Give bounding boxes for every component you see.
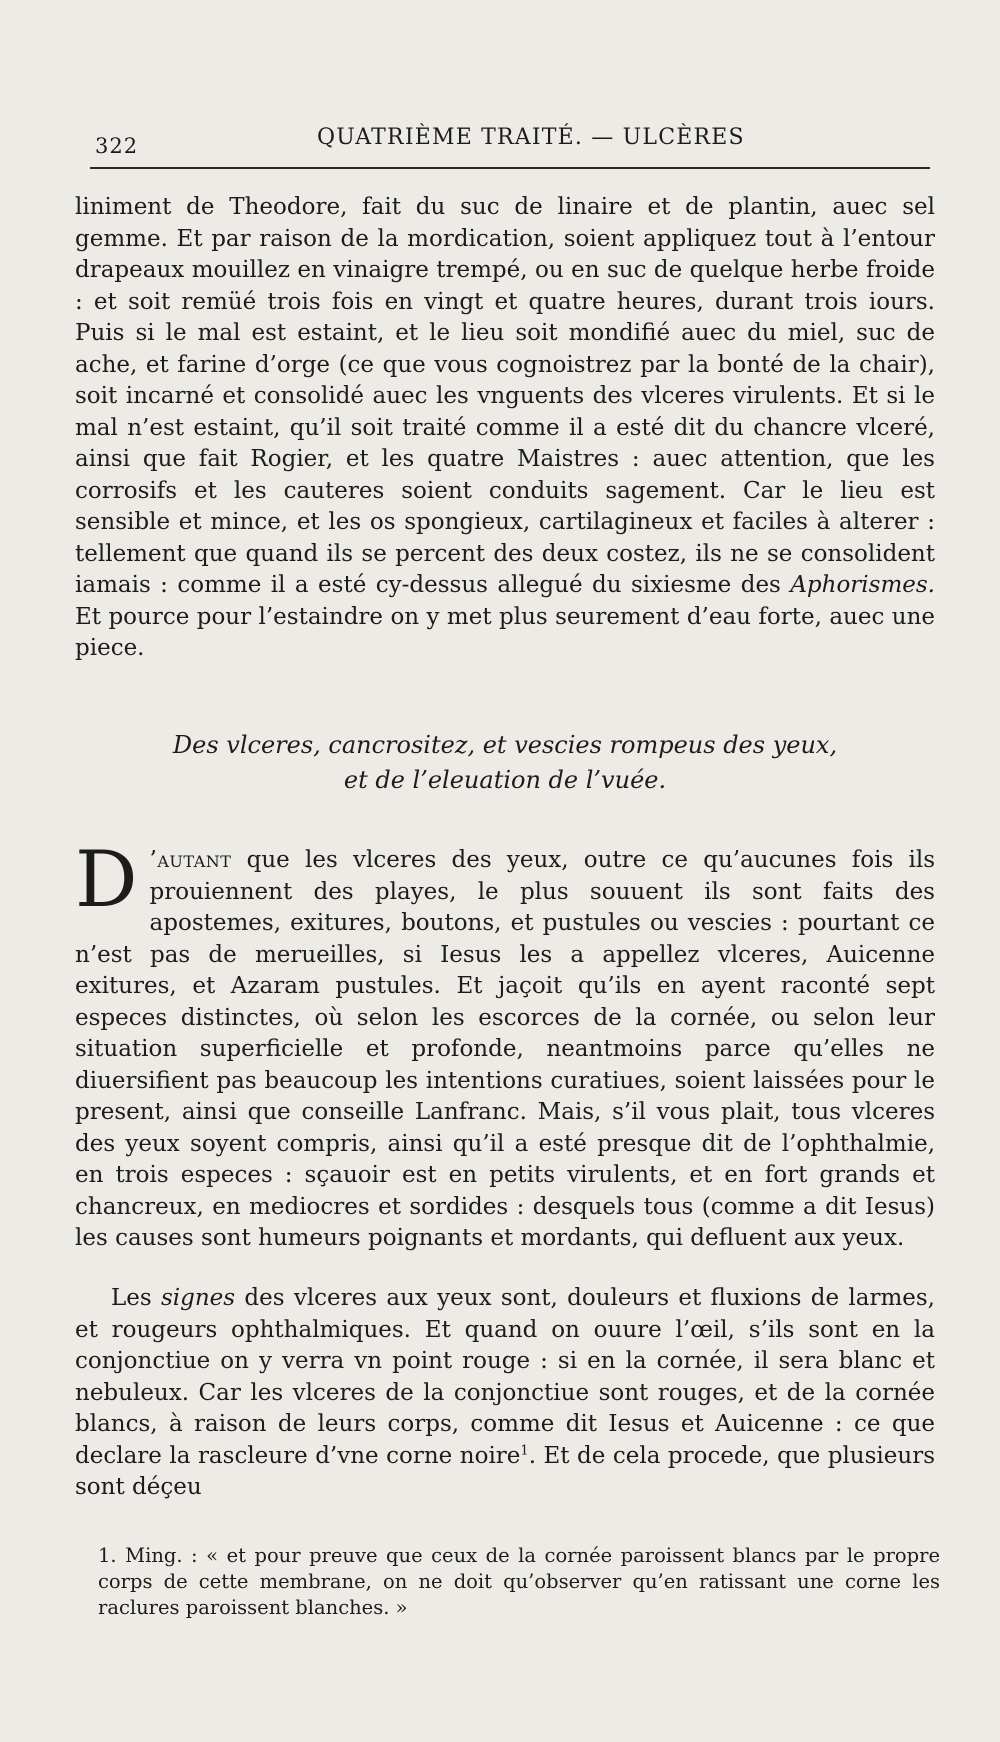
opening-smallcaps: ’autant [149, 847, 232, 873]
footnote-text: 1. Ming. : « et pour preuve que ceux de la cornée paroissent blancs par le propre corps de cette membrane, on ne doit qu’observer qu’en ratissant une corne les raclures paroissent blanches. » [98, 1544, 940, 1619]
paragraph-1-text-b: Et pource pour l’estaindre on y met plus seurement d’eau forte, auec une piece. [75, 603, 935, 661]
section-title [75, 728, 935, 798]
signes-italic: signes [160, 1285, 236, 1311]
page-number: 322 [95, 134, 139, 158]
running-title: QUATRIÈME TRAITÉ. — ULCÈRES [317, 125, 745, 150]
footnote-reference[interactable]: 1 [520, 1442, 529, 1458]
paragraph-3-text-c: . Et de cela procede, que plusieurs sont déçeu [75, 1442, 936, 1500]
paragraph-3-text-b: des vlceres aux yeux sont, douleurs et fluxions de larmes, et rougeurs ophthalmiques. Et quand on ouure l’œil, s’ils sont en la conjonctiue on y verra vn point rouge : si en la cornée, il sera blanc et nebuleux. Car les vlceres de la conjonctiue sont rouges, et de la cornée blancs, à raison de leurs corps, comme dit Iesus et Auicenne : ce que declare la rascleure d’vne corne noire [75, 1285, 935, 1469]
page-header [95, 122, 930, 162]
paragraph-1 [75, 192, 935, 665]
paragraph-3-text-a: Les [111, 1285, 161, 1311]
paragraph-3 [75, 1283, 935, 1504]
drop-cap: D [75, 835, 138, 925]
paragraph-2-text: que les vlceres des yeux, outre ce qu’aucunes fois ils prouiennent des playes, le plus souuent ils sont faits des apostemes, exitures, boutons, et pustules ou vescies : pourtant ce n’est pas de merueilles, si Iesus les a appellez vlceres, Auicenne exitures, et Azaram pustules. Et jaçoit qu’ils en ayent raconté sept especes distinctes, où selon les escorces de la cornée, ou selon leur situation superficielle et profonde, neantmoins parce qu’elles ne diuersifient pas beaucoup les intentions curatiues, soient laissées pour le present, ainsi que conseille Lanfranc. Mais, s’il vous plait, tous vlceres des yeux soyent compris, ainsi qu’il a esté presque dit de l’ophthalmie, en trois especes : sçauoir est en petits virulents, et en fort grands et chancreux, en mediocres et sordides : desquels tous (comme a dit Iesus) les causes sont humeurs poignants et mordants, qui defluent aux yeux. [75, 847, 935, 1251]
paragraph-1-text-a: liniment de Theodore, fait du suc de linaire et de plantin, auec sel gemme. Et par raison de la mordication, soient appliquez tout à l’entour drapeaux mouillez en vinaigre trempé, ou en suc de quelque herbe froide : et soit remüé trois fois en vingt et quatre heures, durant trois iours. Puis si le mal est estaint, et le lieu soit mondifié auec du miel, suc de ache, et farine d’orge (ce que vous cognoistrez par la bonté de la chair), soit incarné et consolidé auec les vnguents des vlceres virulents. Et si le mal n’est estaint, qu’il soit traité comme il a esté dit du chancre vlceré, ainsi que fait Rogier, et les quatre Maistres : auec attention, que les corrosifs et les cauteres soient conduits sagement. Car le lieu est sensible et mince, et les os spongieux, cartilagineux et faciles à alterer : tellement que quand ils se percent des deux costez, ils ne se consolident iamais : comme il a esté cy-dessus allegué du sixiesme des [75, 194, 935, 598]
section-title-line-1: Des vlceres, cancrositez, et vescies rompeus des yeux, [172, 731, 838, 759]
aphorismes-italic: Aphorismes. [790, 572, 935, 598]
paragraph-2 [75, 835, 935, 1255]
footnote [82, 1543, 940, 1621]
section-title-line-2: et de l’eleuation de l’vuée. [343, 766, 667, 794]
header-rule [90, 167, 930, 169]
